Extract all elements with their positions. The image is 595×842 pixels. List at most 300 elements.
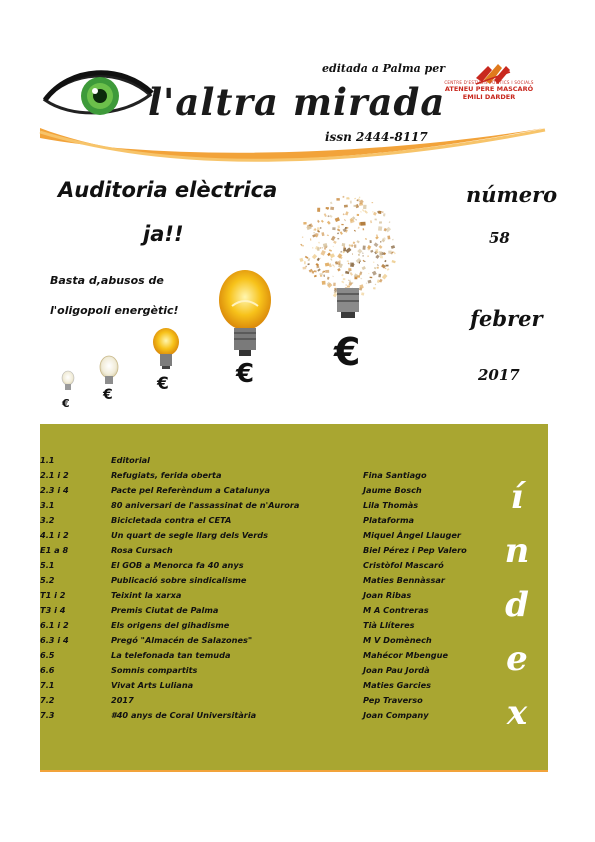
entry-author: Miquel Àngel Llauger bbox=[363, 530, 461, 540]
bulb-shard bbox=[343, 278, 345, 280]
bulb-shard bbox=[317, 258, 320, 261]
bulb-shard bbox=[359, 287, 363, 291]
magazine-title: l'altra mirada bbox=[148, 80, 446, 124]
bulb-shard bbox=[307, 223, 313, 229]
bulb-shard bbox=[332, 227, 335, 230]
bulb-shard bbox=[320, 227, 321, 229]
bulb-shard bbox=[330, 202, 332, 205]
entry-author: Fina Santiago bbox=[363, 470, 427, 480]
subtitle-line1: Basta d,abusos de bbox=[50, 274, 164, 287]
index-entry bbox=[40, 455, 480, 470]
organization-name-line1: ATENEU PERE MASCARÓ bbox=[444, 85, 534, 93]
entry-author: Cristòfol Mascaró bbox=[363, 560, 444, 570]
bulb-shard bbox=[333, 283, 336, 286]
index-entry bbox=[40, 560, 480, 575]
bulb-shard bbox=[345, 287, 347, 289]
bulb-shard bbox=[385, 268, 387, 270]
bulb-shard bbox=[335, 217, 340, 222]
bulb-shard bbox=[331, 236, 336, 241]
bulb-shard bbox=[337, 229, 340, 232]
index-entry bbox=[40, 695, 480, 710]
bulb-shard bbox=[317, 220, 318, 221]
index-entry bbox=[40, 470, 480, 485]
entry-title: Publicació sobre sindicalisme bbox=[111, 575, 247, 585]
entry-author: Joan Pau Jordà bbox=[363, 665, 430, 675]
issn-label: issn 2444-8117 bbox=[325, 130, 428, 144]
bulb-shard bbox=[352, 253, 353, 254]
entry-page: 2.3 i 4 bbox=[40, 485, 69, 495]
entry-page: 2.1 i 2 bbox=[40, 470, 69, 480]
index-entry bbox=[40, 545, 480, 560]
bulb-shard bbox=[307, 263, 309, 265]
issue-number-label: número bbox=[466, 182, 558, 207]
bulb-shard bbox=[320, 258, 321, 259]
entry-author: Maties Bennàssar bbox=[363, 575, 445, 585]
bulb-medium-icon bbox=[153, 328, 179, 369]
entry-author: Tià Llíteres bbox=[363, 620, 415, 630]
bulb-shard bbox=[368, 280, 372, 284]
bulb-shard bbox=[312, 234, 316, 237]
entry-title: Teixint la xarxa bbox=[111, 590, 182, 600]
bulb-shard bbox=[325, 263, 330, 267]
bulb-shard bbox=[334, 266, 335, 268]
bulb-shard bbox=[378, 226, 382, 231]
bulb-shard bbox=[346, 197, 349, 200]
bulb-shard bbox=[339, 260, 341, 262]
index-entry bbox=[40, 635, 480, 650]
bulb-shard bbox=[353, 205, 356, 207]
bulb-shard bbox=[372, 212, 373, 213]
entry-page: 7.1 bbox=[40, 680, 55, 690]
bulb-shard bbox=[347, 260, 349, 262]
index-list bbox=[40, 455, 480, 725]
bulb-shard bbox=[379, 279, 383, 283]
entry-page: 6.5 bbox=[40, 650, 55, 660]
bulb-shard bbox=[315, 246, 319, 250]
entry-page: E1 a 8 bbox=[40, 545, 69, 555]
organization-name-line2: EMILI DARDER bbox=[462, 93, 516, 101]
entry-page: 7.3 bbox=[40, 710, 55, 720]
bulb-shard bbox=[373, 261, 375, 263]
entry-page: 1.1 bbox=[40, 455, 55, 465]
bulb-shard bbox=[323, 270, 325, 272]
bulb-shard bbox=[326, 207, 329, 209]
subtitle-line2: l'oligopoli energètic! bbox=[50, 304, 179, 317]
bulb-shard bbox=[357, 249, 362, 254]
bulb-shard bbox=[346, 284, 347, 285]
bulb-shard bbox=[381, 264, 386, 269]
bulb-shard bbox=[379, 221, 382, 223]
bulb-shard bbox=[314, 275, 317, 278]
entry-page: 7.2 bbox=[40, 695, 55, 705]
bulb-shard bbox=[327, 253, 331, 257]
bulb-shard bbox=[301, 245, 304, 247]
entry-title: Rosa Cursach bbox=[111, 545, 173, 555]
bulb-shard bbox=[317, 227, 320, 231]
index-letter: e bbox=[506, 639, 528, 679]
bulb-shard bbox=[358, 227, 360, 229]
organization-logo bbox=[444, 64, 534, 101]
index-entry bbox=[40, 485, 480, 500]
bulb-shard bbox=[350, 219, 355, 223]
bulb-shard bbox=[382, 274, 388, 280]
bulb-shard bbox=[325, 270, 329, 273]
bulb-shard bbox=[359, 261, 361, 263]
bulb-shard bbox=[353, 241, 356, 244]
entry-title: Editorial bbox=[111, 455, 150, 465]
bulb-shard bbox=[332, 276, 333, 278]
bulb-shard bbox=[359, 284, 364, 289]
bulb-shard bbox=[363, 228, 365, 230]
bulb-shard bbox=[345, 247, 351, 253]
bulb-shard bbox=[340, 251, 342, 253]
bulb-small-icon bbox=[100, 356, 118, 384]
bulb-shard bbox=[370, 240, 372, 243]
bulb-shard bbox=[320, 275, 322, 277]
bulb-shard bbox=[333, 246, 334, 247]
bulb-shard bbox=[350, 201, 352, 204]
bulb-shard bbox=[376, 234, 378, 236]
bulb-shard bbox=[317, 220, 320, 223]
bulb-shard bbox=[380, 252, 384, 256]
bulb-shard bbox=[359, 197, 361, 199]
bulb-shard bbox=[383, 213, 385, 216]
bulb-shard bbox=[305, 256, 309, 259]
entry-title: Pregó "Almacén de Salazones" bbox=[111, 635, 253, 645]
bulb-shard bbox=[365, 238, 367, 240]
entry-title: Pacte pel Referèndum a Catalunya bbox=[111, 485, 270, 495]
index-letter: x bbox=[506, 693, 528, 733]
bulb-shard bbox=[347, 285, 350, 287]
entry-author: Jaume Bosch bbox=[363, 485, 422, 495]
bulb-shard bbox=[303, 267, 307, 270]
bulb-shard bbox=[372, 271, 377, 276]
entry-title: La telefonada tan temuda bbox=[111, 650, 231, 660]
bulb-shard bbox=[315, 263, 319, 267]
bulb-shard bbox=[360, 278, 362, 279]
bulb-shard bbox=[313, 229, 315, 231]
bulb-shard bbox=[346, 197, 349, 199]
bulb-shard bbox=[362, 209, 365, 212]
bulb-shard bbox=[381, 239, 385, 243]
bulb-shard bbox=[373, 287, 376, 289]
bulb-shard bbox=[350, 263, 354, 267]
entry-title: Vivat Arts Luliana bbox=[111, 680, 194, 690]
bulb-shard bbox=[320, 250, 325, 256]
entry-author: M V Domènech bbox=[363, 635, 432, 645]
bulb-shard bbox=[377, 264, 379, 265]
index-entry bbox=[40, 710, 480, 725]
bulb-shard bbox=[341, 274, 344, 276]
entry-title: Bicicletada contra el CETA bbox=[111, 515, 232, 525]
bulb-shard bbox=[344, 205, 348, 208]
bulb-shard bbox=[317, 247, 319, 250]
entry-title: Els origens del gihadisme bbox=[111, 620, 230, 630]
bulb-shard bbox=[390, 252, 393, 255]
bulb-shard bbox=[348, 280, 349, 281]
bulb-shard bbox=[351, 282, 353, 284]
bulb-shard bbox=[365, 211, 367, 213]
entry-title: 2017 bbox=[111, 695, 134, 705]
bulb-shard bbox=[349, 281, 351, 284]
bulb-shard bbox=[334, 288, 339, 293]
bulb-shard bbox=[377, 211, 379, 213]
bulb-shard bbox=[364, 261, 366, 263]
bulb-shard bbox=[377, 211, 379, 213]
bulb-shard bbox=[327, 283, 332, 288]
bulb-shard bbox=[343, 246, 346, 249]
bulb-shard bbox=[350, 280, 351, 281]
bulb-shard bbox=[304, 261, 306, 264]
bulb-shard bbox=[321, 220, 324, 223]
bulb-shard bbox=[337, 253, 342, 258]
bulb-shard bbox=[339, 256, 343, 259]
bulb-shard bbox=[375, 249, 378, 253]
entry-author: Lila Thomàs bbox=[363, 500, 419, 510]
bulb-shard bbox=[367, 247, 370, 250]
bulb-shard bbox=[359, 262, 360, 264]
bulb-shard bbox=[348, 268, 351, 271]
issue-month: febrer bbox=[470, 306, 543, 331]
bulb-shard bbox=[327, 277, 330, 280]
bulb-exploding-icon bbox=[299, 196, 395, 298]
bulb-shard bbox=[349, 244, 352, 246]
bulb-shard bbox=[354, 276, 357, 280]
bulb-shard bbox=[351, 263, 355, 267]
bulb-shard bbox=[342, 251, 345, 254]
eye-logo-icon bbox=[45, 73, 152, 115]
entry-title: #40 anys de Coral Universitària bbox=[111, 710, 257, 720]
entry-author: Maties Garcies bbox=[363, 680, 432, 690]
bulb-shard bbox=[374, 267, 377, 269]
bulb-shard bbox=[312, 247, 313, 248]
bulb-shard bbox=[391, 245, 395, 249]
bulb-shard bbox=[338, 263, 343, 268]
bulb-shard bbox=[354, 198, 356, 200]
bulb-shard bbox=[309, 269, 313, 273]
bulb-shard bbox=[380, 241, 381, 243]
bulb-shard bbox=[345, 220, 346, 221]
entry-page: 3.2 bbox=[40, 515, 55, 525]
bulb-shard bbox=[393, 252, 395, 255]
bulb-shard bbox=[320, 247, 322, 249]
bulb-shard bbox=[332, 264, 334, 266]
index-entry bbox=[40, 590, 480, 605]
bulb-shard bbox=[317, 268, 320, 271]
bulb-shard bbox=[388, 251, 391, 254]
bulb-shard bbox=[336, 198, 339, 201]
bulb-shard bbox=[347, 227, 349, 229]
bulb-shard bbox=[344, 219, 345, 220]
bulb-shard bbox=[334, 291, 337, 293]
bulb-shard bbox=[359, 271, 362, 274]
entry-author: Joan Company bbox=[363, 710, 429, 720]
entry-title: Somnis compartits bbox=[111, 665, 198, 675]
entry-page: 5.2 bbox=[40, 575, 55, 585]
index-letter: d bbox=[505, 585, 529, 625]
bulb-shard bbox=[328, 263, 331, 267]
euro-symbol-4: € bbox=[236, 359, 255, 389]
bulb-shard bbox=[324, 213, 327, 217]
index-letter: n bbox=[504, 531, 530, 571]
bulb-shard bbox=[383, 252, 386, 255]
bulb-shard bbox=[330, 253, 335, 258]
index-vertical-word bbox=[497, 470, 537, 740]
index-entry bbox=[40, 515, 480, 530]
bulb-shard bbox=[341, 224, 343, 225]
bulb-shard bbox=[299, 258, 303, 262]
bulb-shard bbox=[351, 244, 354, 247]
index-entry bbox=[40, 500, 480, 515]
entry-page: 6.3 i 4 bbox=[40, 635, 69, 645]
bulb-shard bbox=[315, 233, 319, 236]
bulb-shard bbox=[352, 216, 356, 220]
bulb-shard bbox=[345, 271, 349, 274]
organization-subtitle: CENTRE D'ESTUDIS POLÍTICS I SOCIALS bbox=[444, 80, 534, 85]
bulb-shard bbox=[316, 266, 319, 268]
euro-symbol-1: € bbox=[62, 397, 70, 410]
entry-page: 6.1 i 2 bbox=[40, 620, 69, 630]
bulb-shard bbox=[300, 244, 302, 246]
bulb-shard bbox=[323, 243, 328, 247]
bulb-shard bbox=[359, 274, 361, 276]
bulb-shard bbox=[342, 243, 346, 246]
bulb-shard bbox=[346, 289, 348, 291]
bulb-shard bbox=[389, 221, 391, 223]
bulb-shard bbox=[343, 228, 347, 232]
bulb-shard bbox=[314, 270, 317, 272]
headline-line2: ja!! bbox=[143, 222, 184, 246]
bulb-shard bbox=[354, 273, 358, 277]
bulb-shard bbox=[379, 245, 383, 249]
bulb-exploding-base-icon bbox=[337, 288, 359, 318]
bulb-shard bbox=[384, 260, 386, 262]
bulb-shard bbox=[370, 220, 372, 223]
headline-line1: Auditoria elèctrica bbox=[58, 178, 278, 202]
bulb-shard bbox=[360, 222, 365, 226]
bulb-shard bbox=[374, 219, 376, 221]
bulb-shard bbox=[350, 218, 354, 222]
issue-number: 58 bbox=[489, 229, 510, 247]
bulb-shard bbox=[359, 222, 362, 225]
bulb-shard bbox=[375, 236, 379, 240]
entry-title: Premis Ciutat de Palma bbox=[111, 605, 219, 615]
bulb-shard bbox=[350, 288, 353, 291]
entry-page: 6.6 bbox=[40, 665, 55, 675]
bulb-shard bbox=[345, 229, 348, 233]
bulb-shard bbox=[377, 267, 379, 269]
bulb-shard bbox=[359, 203, 363, 206]
entry-page: 4.1 i 2 bbox=[40, 530, 69, 540]
bulb-shard bbox=[313, 232, 315, 234]
bulb-shard bbox=[368, 245, 370, 248]
bulb-shard bbox=[378, 211, 381, 214]
entry-author: Plataforma bbox=[363, 515, 415, 525]
bulb-shard bbox=[374, 251, 378, 255]
bulb-shard bbox=[367, 255, 369, 257]
index-entry bbox=[40, 605, 480, 620]
bulb-shard bbox=[358, 198, 361, 201]
entry-title: Refugiats, ferida oberta bbox=[111, 470, 222, 480]
bulb-shard bbox=[345, 227, 347, 229]
bulb-shard bbox=[335, 261, 338, 265]
bulb-shard bbox=[327, 282, 331, 286]
bulb-shard bbox=[353, 292, 356, 294]
bulb-shard bbox=[333, 293, 337, 298]
bulb-shard bbox=[378, 274, 381, 278]
bulb-large-icon bbox=[219, 270, 271, 356]
issue-year: 2017 bbox=[478, 366, 520, 384]
bulb-shard bbox=[314, 228, 317, 231]
index-letter: í bbox=[510, 477, 524, 517]
bulb-shard bbox=[363, 246, 366, 250]
bulb-shard bbox=[387, 268, 390, 271]
bulb-shard bbox=[356, 240, 359, 243]
index-entry bbox=[40, 620, 480, 635]
bulb-shard bbox=[337, 268, 341, 271]
index-entry bbox=[40, 650, 480, 665]
entry-author: M A Contreras bbox=[363, 605, 429, 615]
bulb-shard bbox=[322, 247, 324, 249]
bulb-shard bbox=[370, 250, 373, 253]
bulb-shard bbox=[306, 226, 311, 231]
bulb-shard bbox=[392, 239, 394, 241]
bulb-shard bbox=[363, 255, 364, 256]
bulb-shard bbox=[312, 254, 317, 259]
entry-page: T1 i 2 bbox=[40, 590, 66, 600]
bulb-shard bbox=[377, 279, 380, 283]
bulb-shard bbox=[363, 205, 367, 209]
bulb-shard bbox=[324, 245, 327, 248]
euro-symbol-5: € bbox=[334, 330, 361, 374]
bulb-shard bbox=[316, 235, 318, 237]
bulb-shard bbox=[345, 211, 349, 215]
euro-symbol-3: € bbox=[157, 374, 169, 394]
bulb-shard bbox=[334, 288, 336, 290]
bulb-shard bbox=[354, 230, 356, 232]
bulb-shard bbox=[327, 215, 329, 217]
bulb-shard bbox=[342, 196, 344, 198]
bulb-shard bbox=[330, 258, 332, 260]
index-entry bbox=[40, 680, 480, 695]
bulb-shard bbox=[361, 292, 364, 295]
bulb-shard bbox=[357, 199, 359, 201]
bulb-shard bbox=[375, 255, 379, 259]
bulb-shard bbox=[379, 251, 382, 256]
bulb-shard bbox=[357, 275, 360, 277]
bulb-shard bbox=[349, 294, 351, 296]
bulb-shard bbox=[372, 202, 374, 203]
bulb-shard bbox=[302, 237, 304, 238]
bulb-shard bbox=[375, 284, 377, 286]
bulb-shard bbox=[364, 210, 368, 214]
euro-symbol-2: € bbox=[103, 387, 113, 403]
bulb-shard bbox=[373, 212, 377, 216]
bulb-shard bbox=[387, 236, 390, 240]
bulb-shard bbox=[312, 271, 315, 274]
bulb-shard bbox=[307, 258, 310, 261]
bulb-shard bbox=[356, 258, 362, 263]
bulb-shard bbox=[305, 266, 306, 268]
bulb-shard bbox=[309, 225, 311, 228]
bulb-shard bbox=[322, 271, 324, 273]
index-bottom-rule bbox=[40, 770, 548, 772]
bulb-shard bbox=[382, 211, 384, 213]
bulb-shard bbox=[384, 228, 387, 232]
bulb-shard bbox=[370, 277, 373, 279]
bulb-shard bbox=[330, 207, 334, 211]
bulb-shard bbox=[386, 265, 389, 267]
